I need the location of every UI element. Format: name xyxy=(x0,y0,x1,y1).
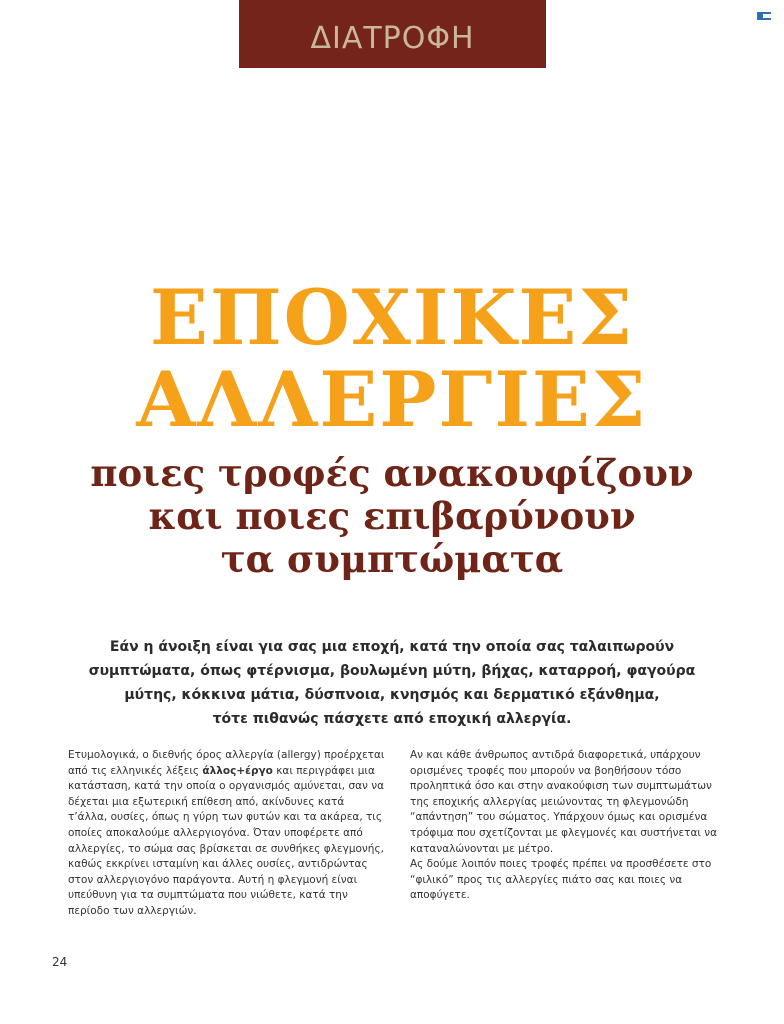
subheadline-line-3: τα συμπτώματα xyxy=(220,537,564,581)
headline-line-1: ΕΠΟΧΙΚΕΣ xyxy=(149,273,635,362)
body-left-paragraph xyxy=(68,748,386,920)
subheadline xyxy=(0,452,784,581)
body-column-right xyxy=(410,748,728,904)
body-left-text-2: και περιγράφει μια κατάσταση, κατά την οποία ο οργανισμός αμύνεται, σαν να δέχεται μια εξωτερική επίθεση από, ακίνδυνες κατά τ’άλλα, ουσίες, όπως η γύρη των φυτών και τα ακάρεα, τις οποίες αποκαλούμε αλλεργιογόνα. Όταν υποφέρετε από αλλεργίες, το σώμα σας βρίσκεται σε συνθήκες φλεγμονής, καθώς εκκρίνει ισταμίνη και άλλες ουσίες, αντιδρώντας στον αλλεργιογόνο παράγοντα. Αυτή η φλεγμονή είναι υπεύθυνη για τα συμπτώματα που νιώθετε, κατά την περίοδο των αλλεργιών. xyxy=(68,764,385,917)
greek-flag-icon xyxy=(757,12,771,24)
page-number: 24 xyxy=(52,955,68,969)
body-column-left xyxy=(68,748,386,920)
intro-paragraph xyxy=(60,635,724,731)
body-left-text-1: Ετυμολογικά, ο διεθνής όρος αλλεργία (allergy) προέρχεται από τις ελληνικές λέξεις xyxy=(68,749,385,777)
intro-line-3: μύτης, κόκκινα μάτια, δύσπνοια, κνησμός και δερματικό εξάνθημα, xyxy=(124,687,660,703)
section-label: ΔΙΑΤΡΟΦΗ xyxy=(310,20,475,56)
body-right-paragraph-2: Ας δούμε λοιπόν ποιες τροφές πρέπει να προσθέσετε στο “φιλικό” προς τις αλλεργίες πιάτο σας και ποιες να αποφύγετε. xyxy=(410,858,712,902)
body-right-paragraph-1: Αν και κάθε άνθρωπος αντιδρά διαφορετικά, υπάρχουν ορισμένες τροφές που μπορούν να βοηθήσουν τόσο προληπτικά όσο και στην ανακούφιση των συμπτωμάτων της εποχικής αλλεργίας μειώνοντας τη φλεγμονώδη “απάντηση” του σώματος. Υπάρχουν όμως και ορισμένα τρόφιμα που σχετίζονται με φλεγμονές και συστήνεται να καταναλώνονται με μέτρο. xyxy=(410,749,718,855)
subheadline-line-2: και ποιες επιβαρύνουν xyxy=(148,494,636,538)
subheadline-line-1: ποιες τροφές ανακουφίζουν xyxy=(90,451,694,495)
intro-line-2: συμπτώματα, όπως φτέρνισμα, βουλωμένη μύτη, βήχας, καταρροή, φαγούρα xyxy=(88,663,696,679)
intro-line-4: τότε πιθανώς πάσχετε από εποχική αλλεργία. xyxy=(212,711,572,727)
section-banner xyxy=(239,0,546,68)
intro-line-1: Εάν η άνοιξη είναι για σας μια εποχή, κατά την οποία σας ταλαιπωρούν xyxy=(109,639,675,655)
headline-line-2: ΑΛΛΕΡΓΙΕΣ xyxy=(136,355,648,444)
body-left-bold-term: άλλος+έργο xyxy=(202,764,273,777)
